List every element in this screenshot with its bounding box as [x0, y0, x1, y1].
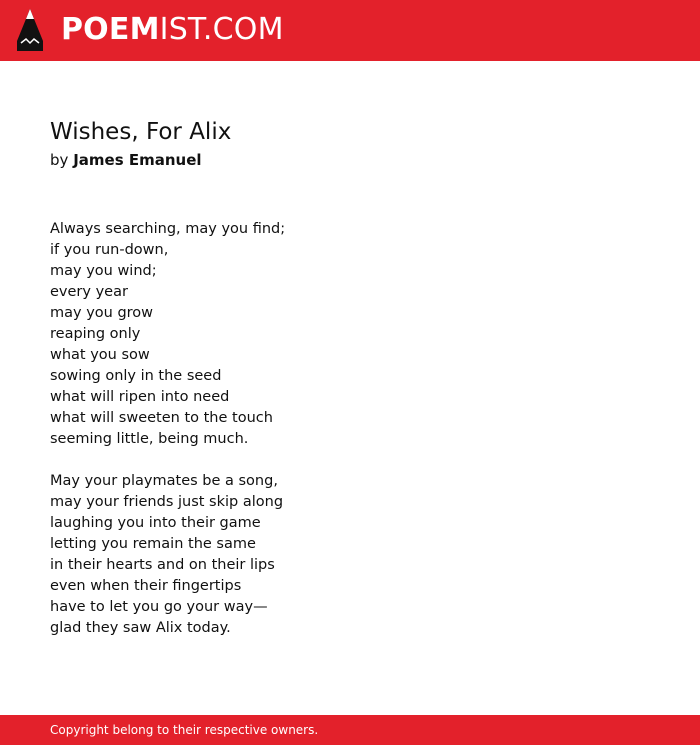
logo-text-bold: POEM	[61, 12, 160, 47]
poem-body	[50, 219, 650, 660]
poem-line: even when their fingertips	[50, 578, 242, 594]
site-header	[0, 0, 700, 61]
poem-line: in their hearts and on their lips	[50, 557, 275, 573]
poem-line: what will ripen into need	[50, 389, 230, 405]
poem-stanza	[50, 471, 650, 639]
poem-byline	[50, 150, 202, 170]
poem-line: May your playmates be a song,	[50, 473, 278, 489]
poem-line: if you run-down,	[50, 242, 169, 258]
poem-line: reaping only	[50, 326, 141, 342]
by-label: by	[50, 151, 69, 169]
site-footer	[0, 715, 700, 745]
poem-line: may you grow	[50, 305, 154, 321]
poem-line: may your friends just skip along	[50, 494, 284, 510]
poem-line: every year	[50, 284, 128, 300]
poem-line: glad they saw Alix today.	[50, 620, 231, 636]
poem-line: what you sow	[50, 347, 150, 363]
poem-line: may you wind;	[50, 263, 157, 279]
poem-line: what will sweeten to the touch	[50, 410, 273, 426]
pencil-tip-icon[interactable]	[17, 9, 43, 51]
poem-line: Always searching, may you find;	[50, 221, 286, 237]
poem-stanza	[50, 219, 650, 450]
poem-line: laughing you into their game	[50, 515, 261, 531]
poem-line: seeming little, being much.	[50, 431, 249, 447]
poem-line: have to let you go your way—	[50, 599, 268, 615]
poem-line: sowing only in the seed	[50, 368, 222, 384]
poem-author: James Emanuel	[73, 151, 202, 169]
poem-title: Wishes, For Alix	[50, 119, 232, 145]
site-logo[interactable]	[61, 12, 284, 48]
poem-line: letting you remain the same	[50, 536, 256, 552]
logo-text-light: IST.COM	[159, 12, 284, 47]
copyright-text: Copyright belong to their respective owners.	[50, 723, 319, 737]
